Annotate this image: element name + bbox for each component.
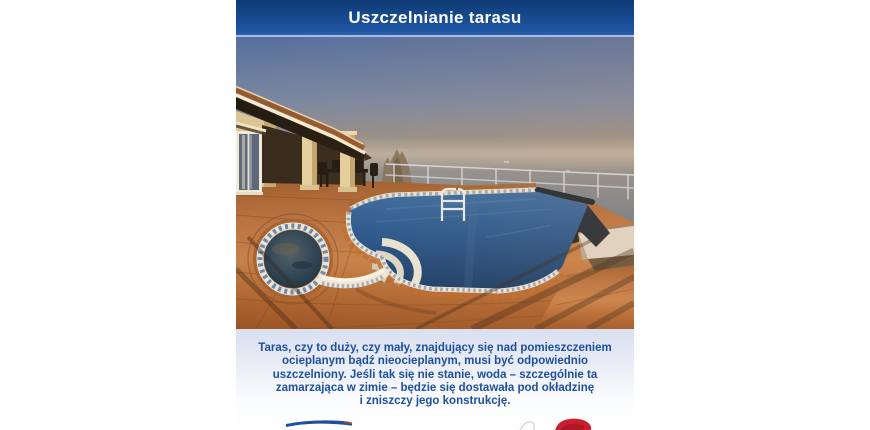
header-bar (236, 0, 634, 37)
text-line: ocieplanym bądź nieocieplanym, musi być odpowiednio (281, 355, 589, 368)
text-line: uszczelniony. Jeśli tak się nie stanie, woda – szczególnie ta (272, 368, 598, 381)
gray-mark-partial (519, 420, 535, 430)
intro-paragraph (236, 329, 634, 408)
lower-section (236, 329, 634, 430)
text-line: zamarzająca w zimie – będzie się dostawała pod okładzinę (275, 381, 595, 394)
text-line: Taras, czy to duży, czy mały, znajdujący się nad pomieszczeniem (258, 342, 612, 354)
terrace-pool-photo (236, 37, 634, 329)
content-column (236, 0, 634, 430)
text-line: i zniszczy jego konstrukcję. (359, 395, 511, 408)
page-title: Uszczelnianie tarasu (348, 7, 522, 27)
blue-swoosh-logo (286, 417, 352, 430)
red-logo-partial (554, 418, 592, 430)
